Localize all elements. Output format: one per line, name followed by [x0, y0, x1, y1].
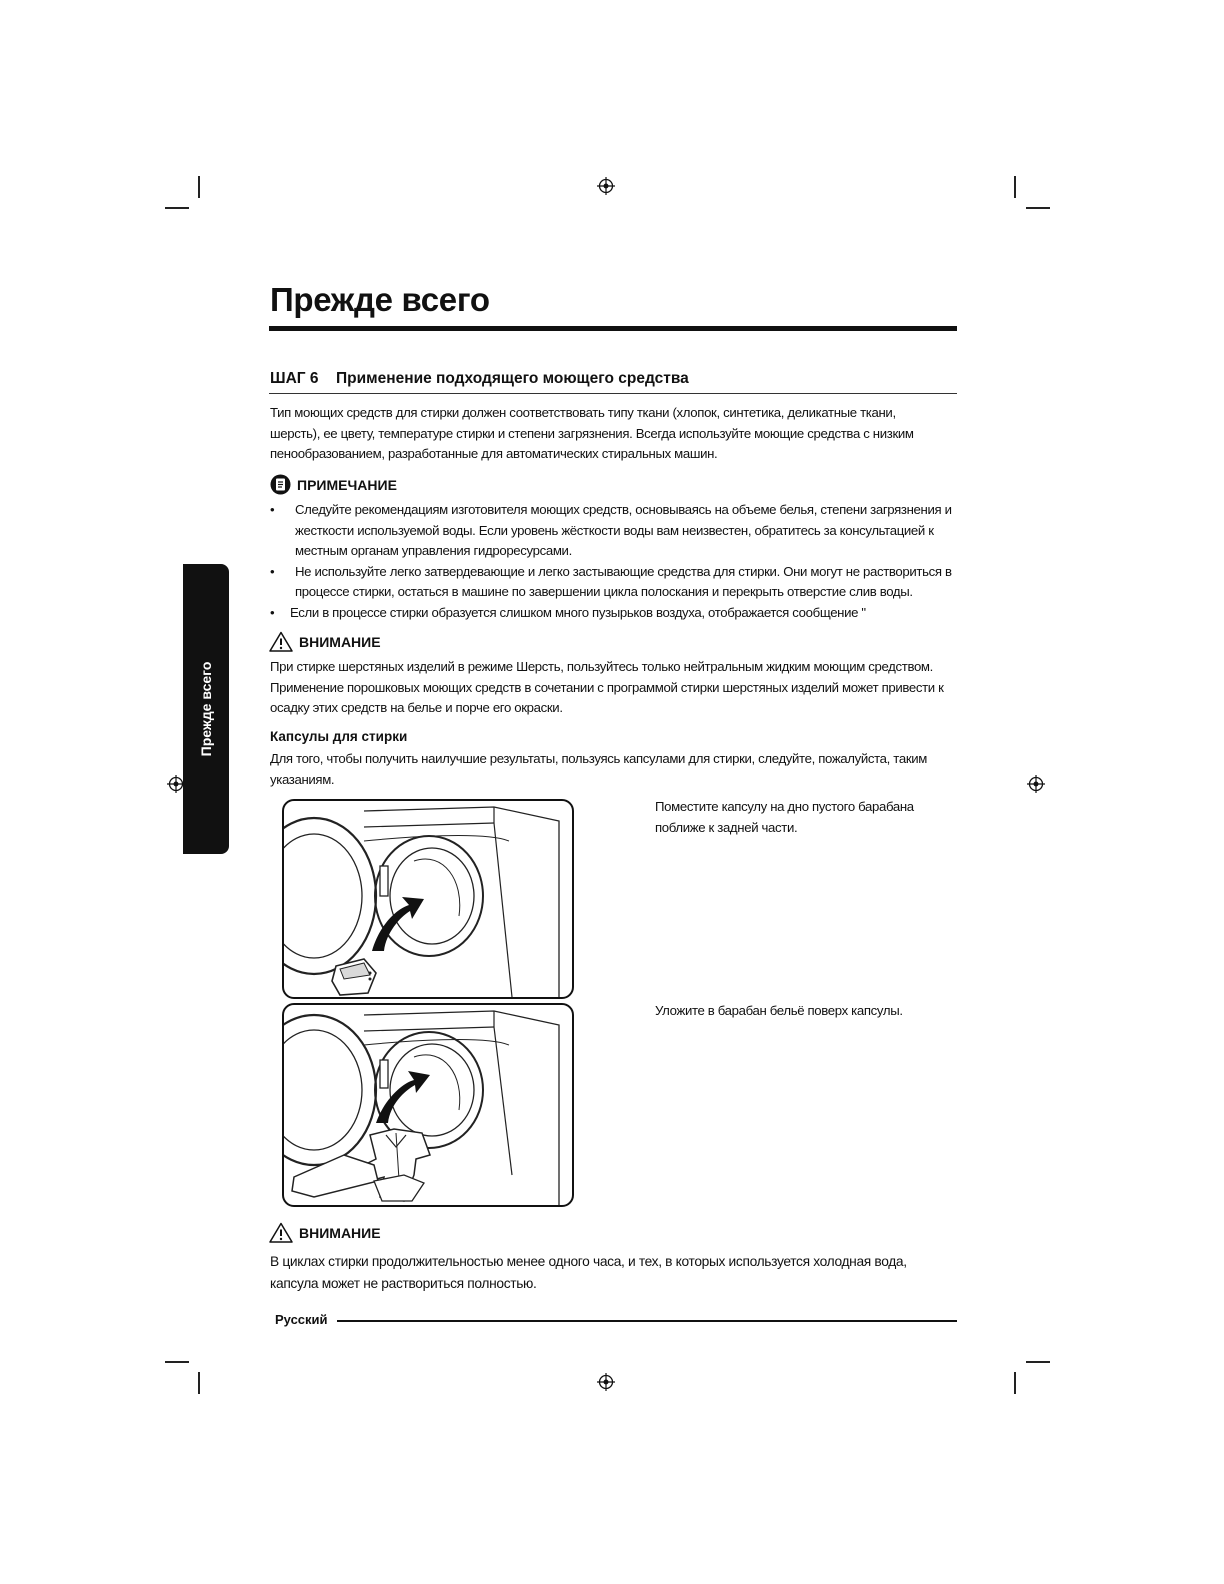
list-item: • Если в процессе стирки образуется слишком много пузырьков воздуха, отображается сообщение " — [268, 603, 958, 624]
crop-mark — [198, 176, 200, 198]
warning-heading — [269, 631, 381, 652]
capsules-intro: Для того, чтобы получить наилучшие результаты, пользуясь капсулами для стирки, следуйте, пожалуйста, таким указаниям. — [270, 751, 927, 787]
laundry-loading-illustration — [282, 1003, 574, 1207]
warning-heading-label: ВНИМАНИЕ — [299, 633, 381, 650]
side-tab-label: Прежде всего — [198, 661, 214, 757]
crop-mark — [1014, 176, 1016, 198]
step-heading — [270, 370, 957, 388]
warning-triangle-icon — [269, 631, 293, 652]
crop-mark — [1026, 1361, 1050, 1363]
crop-mark — [165, 1361, 189, 1363]
step-rule — [269, 393, 957, 394]
warning-triangle-icon — [269, 1222, 293, 1243]
capsule-step-2: Уложите в барабан бельё поверх капсулы. — [655, 1003, 903, 1018]
crop-mark — [198, 1372, 200, 1394]
title-rule — [269, 326, 957, 331]
warning-text: При стирке шерстяных изделий в режиме Шерсть, пользуйтесь только нейтральным жидким моющим средством. Применение порошковых моющих средств в сочетании с программой стирки шерстяных изделий может привести к осадку этих средств на белье и порче его окраски. — [270, 659, 944, 715]
note-list — [268, 500, 958, 623]
footer-language: Русский — [275, 1312, 328, 1327]
warning-heading — [269, 1222, 381, 1243]
registration-mark-icon — [1027, 775, 1045, 793]
footer-rule — [337, 1320, 957, 1322]
registration-mark-icon — [597, 1373, 615, 1391]
capsule-placement-illustration — [282, 799, 574, 999]
page-title: Прежде всего — [270, 281, 490, 318]
note-heading-label: ПРИМЕЧАНИЕ — [297, 476, 397, 493]
list-item: • Следуйте рекомендациям изготовителя моющих средств, основываясь на объеме белья, степени загрязнения и жесткости используемой воды. Если уровень жёсткости воды вам неизвестен, обратитесь за консультацией к местным органам управления гидроресурсами. — [268, 500, 958, 562]
crop-mark — [165, 207, 189, 209]
crop-mark — [1014, 1372, 1016, 1394]
list-item: • Не используйте легко затвердевающие и легко застывающие средства для стирки. Они могут не раствориться в процессе стирки, остаться в машине по завершении цикла полоскания и перекрыть отверстие слив воды. — [268, 562, 958, 603]
step-number: ШАГ 6 — [270, 370, 319, 387]
step-title: Применение подходящего моющего средства — [336, 370, 689, 387]
side-chapter-tab — [183, 564, 229, 854]
note-heading — [270, 474, 397, 495]
crop-mark — [1026, 207, 1050, 209]
note-icon — [270, 474, 291, 495]
warning-heading-label: ВНИМАНИЕ — [299, 1224, 381, 1241]
registration-mark-icon — [597, 177, 615, 195]
warning-text: В циклах стирки продолжительностью менее одного часа, и тех, в которых используется холодная вода, капсула может не раствориться полностью. — [270, 1254, 907, 1291]
capsules-heading: Капсулы для стирки — [270, 729, 408, 744]
capsule-step-1: Поместите капсулу на дно пустого барабана поближе к задней части. — [655, 799, 914, 835]
step-intro: Тип моющих средств для стирки должен соответствовать типу ткани (хлопок, синтетика, деликатные ткани, шерсть), ее цвету, температуре стирки и степени загрязнения. Всегда используйте моющие средства с низким пенообразованием, разработанные для автоматических стиральных машин. — [270, 405, 914, 461]
